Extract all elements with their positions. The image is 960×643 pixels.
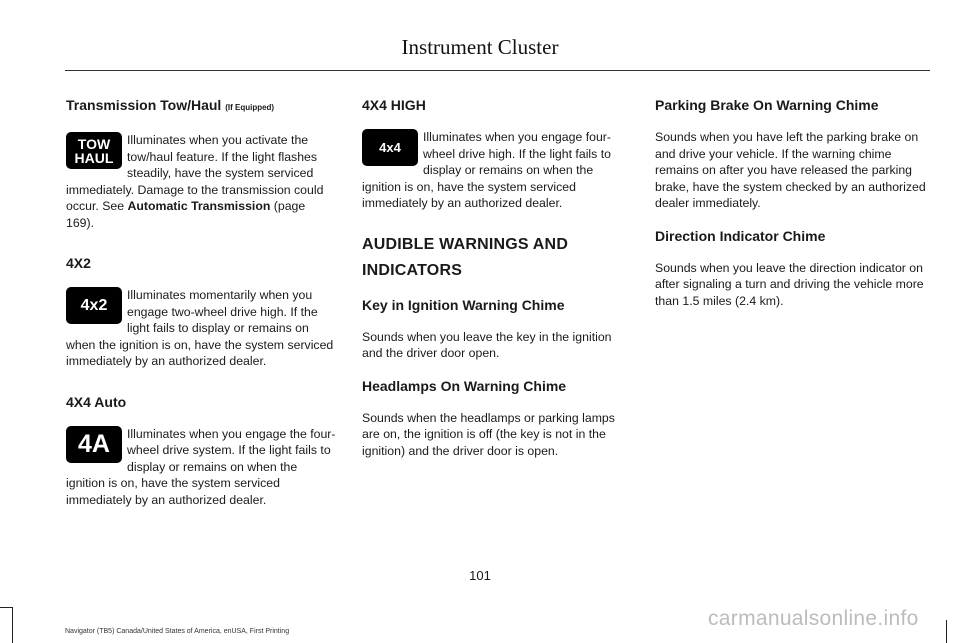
section-title-parking-brake: Parking Brake On Warning Chime [655,97,879,113]
page-number: 101 [469,568,491,583]
tow-haul-text: Illuminates when you activate the tow/haul feature. If the light flashes steadily, have the system serviced immediately. Damage to the transmission could occur. See [66,133,324,213]
section-title-4x4-auto: 4X4 Auto [66,393,127,410]
key-in-ignition-text: Sounds when you leave the key in the ignition and the driver door open. [362,329,612,360]
watermark-text: carmanualsonline.info [708,607,919,630]
automatic-transmission-link[interactable]: Automatic Transmission [127,199,271,213]
audible-warnings-heading-line2: INDICATORS [362,261,463,279]
crop-mark-left-horizontal [0,607,12,608]
section-4x4-auto [66,392,336,509]
tow-haul-icon-line2: HAUL [74,149,114,166]
section-direction-indicator [655,226,927,310]
4x4-high-paragraph [362,129,630,212]
section-title-4x2: 4X2 [66,255,91,271]
crop-mark-left [12,607,13,643]
section-parking-brake [655,95,927,212]
audible-warnings-heading [362,234,630,281]
audible-warnings-heading-line1: AUDIBLE WARNINGS AND [362,235,569,253]
footer-edition-text: Navigator (TB5) Canada/United States of America, enUSA, First Printing [65,628,290,635]
column-1 [66,95,336,530]
tow-haul-ref-tail: (page 169). [66,199,306,230]
4x2-text: Illuminates momentarily when you engage two-wheel drive high. If the light fails to display or remains on when the ignition is on, have the system serviced immediately by an authorized dealer. [66,288,334,368]
4x4-high-text: Illuminates when you engage four-wheel drive high. If the light fails to display or remains on when the ignition is on, have the system serviced immediately by an authorized dealer. [362,130,611,210]
tow-haul-icon [66,132,122,169]
column-3 [655,95,927,323]
header-rule [65,70,930,71]
4x4-auto-paragraph [66,426,336,509]
section-key-in-ignition [362,295,630,362]
column-2 [362,95,630,473]
section-4x2 [66,253,336,370]
section-tow-haul [66,95,336,231]
page-header-title: Instrument Cluster [401,35,559,59]
if-equipped-note: (If Equipped) [225,103,275,112]
headlamps-on-text: Sounds when the headlamps or parking lamps are on, the ignition is off (the key is not in the ignition) and the driver door is open. [362,410,615,458]
direction-indicator-text: Sounds when you leave the direction indicator on after signaling a turn and driving the vehicle more than 1.5 miles (2.4 km). [655,260,924,308]
4x4-auto-text: Illuminates when you engage the four-wheel drive system. If the light fails to display or remains on when the ignition is on, have the system serviced immediately by an authorized dealer. [66,426,336,507]
4x2-paragraph [66,287,336,370]
4x4-icon: 4x4 [362,129,418,166]
section-4x4-high [362,95,630,212]
section-title-direction-indicator: Direction Indicator Chime [655,227,826,244]
section-title-headlamps-on: Headlamps On Warning Chime [362,377,567,394]
tow-haul-paragraph [66,132,336,231]
tow-haul-icon-line1: TOW [77,135,111,152]
4a-icon: 4A [66,426,122,463]
section-title-key-in-ignition: Key in Ignition Warning Chime [362,296,565,313]
crop-mark-right [946,620,947,643]
4x2-icon: 4x2 [66,287,122,324]
section-headlamps-on [362,376,630,460]
section-title-4x4-high: 4X4 HIGH [362,97,426,113]
tow-haul-title-text: Transmission Tow/Haul [66,97,222,113]
parking-brake-text: Sounds when you have left the parking brake on and drive your vehicle. If the warning chime remains on after you have released the parking brake, have the system checked by an authorized dealer immediately. [655,130,926,210]
section-title-tow-haul [66,95,336,118]
